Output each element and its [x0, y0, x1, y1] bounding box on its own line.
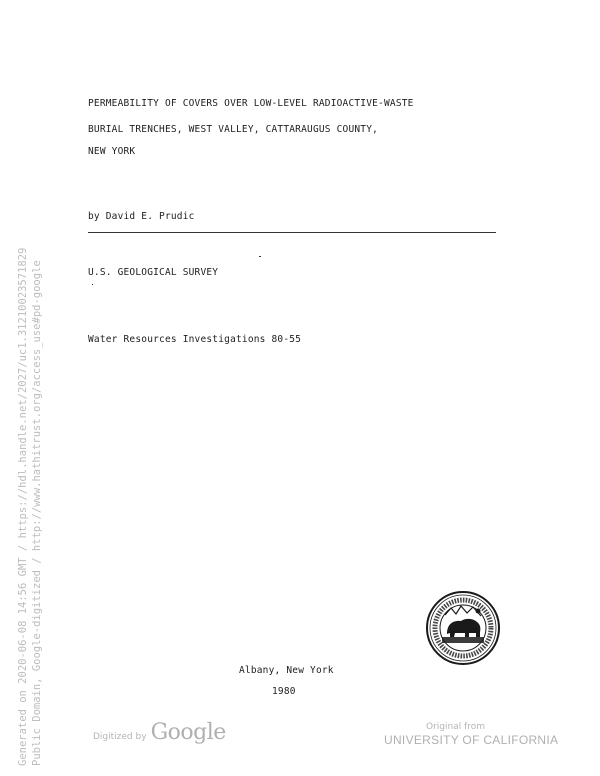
watermark-line-2: Public Domain, Google-digitized / http://www.hathitrust.org/access_use#pd-google [31, 260, 43, 766]
digitized-by-label: Digitized by [93, 732, 147, 742]
title-line-2: BURIAL TRENCHES, WEST VALLEY, CATTARAUGUS COUNTY, [88, 124, 379, 135]
publication-year: 1980 [272, 686, 296, 697]
university-label: UNIVERSITY OF CALIFORNIA [384, 733, 559, 747]
author-line: by David E. Prudic [88, 211, 195, 222]
watermark-line-1: Generated on 2020-06-08 14:56 GMT / https://hdl.handle.net/2027/uc1.31210023571829 [17, 247, 29, 766]
publication-place: Albany, New York [239, 665, 334, 676]
original-from-label: Original from [426, 722, 486, 732]
hathitrust-watermark [16, 26, 46, 766]
organization: U.S. GEOLOGICAL SURVEY [88, 267, 219, 278]
department-of-interior-seal-icon [425, 590, 501, 666]
author-divider [88, 232, 496, 233]
google-logo-icon: Google [150, 720, 226, 745]
scan-speck [259, 256, 261, 257]
digitized-by-google [93, 720, 226, 745]
title-line-1: PERMEABILITY OF COVERS OVER LOW-LEVEL RADIOACTIVE-WASTE [88, 98, 414, 109]
title-line-3: NEW YORK [88, 146, 136, 157]
scan-speck [92, 284, 93, 285]
series-number: Water Resources Investigations 80-55 [88, 334, 302, 345]
